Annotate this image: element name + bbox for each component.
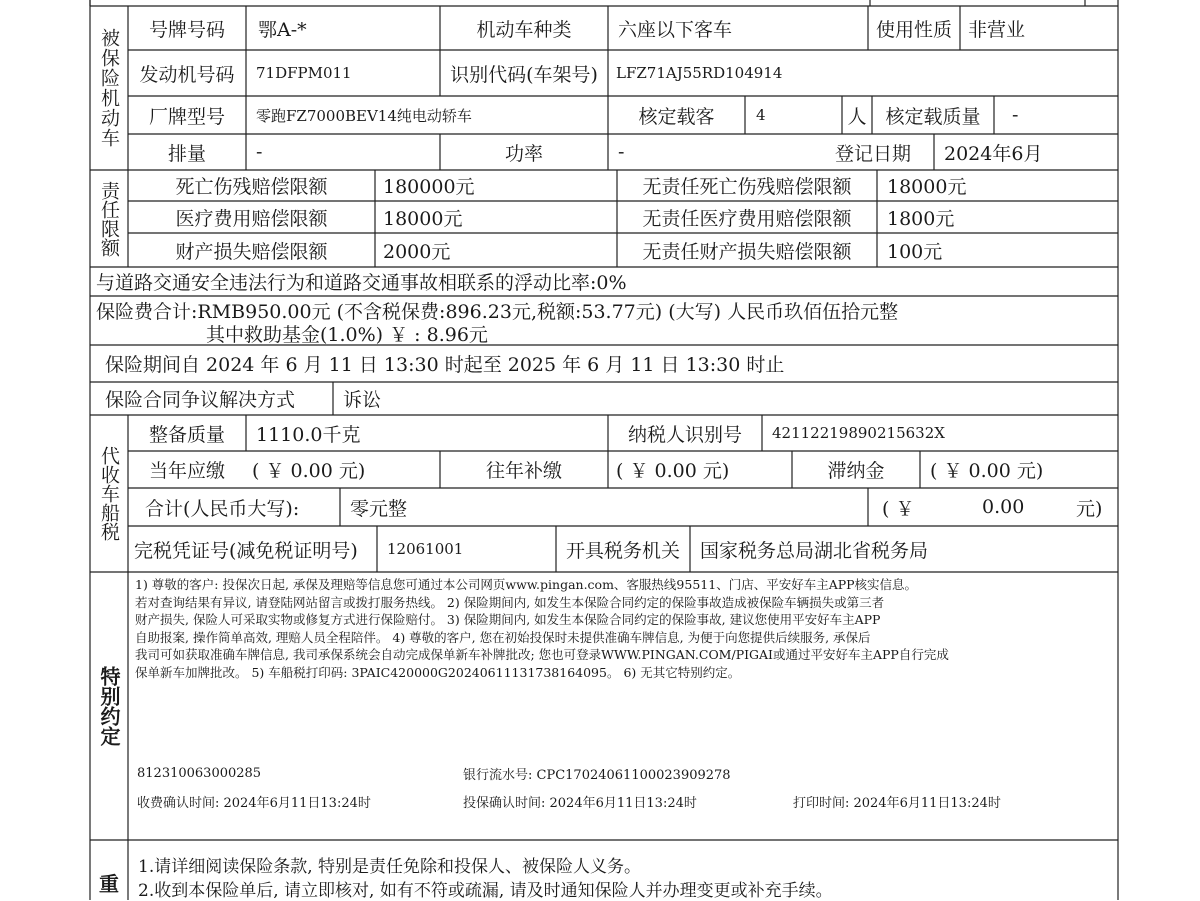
- displacement-label: 排量: [167, 142, 206, 165]
- policy-code: 812310063000285: [137, 765, 262, 781]
- rescue-fund: 其中救助基金(1.0%) ￥ : 8.96元: [206, 323, 488, 346]
- seats-label: 核定载客: [638, 105, 715, 128]
- tax-authority-value: 国家税务总局湖北省税务局: [700, 539, 929, 562]
- nofault-liability-value: 18000元: [887, 176, 967, 198]
- use-nature-label: 使用性质: [875, 18, 952, 41]
- power-label: 功率: [504, 142, 543, 165]
- plate-label: 号牌号码: [148, 18, 225, 41]
- special-term-line: 若对查询结果有异议, 请登陆网站留言或拨打服务热线。 2) 保险期间内, 如发生本保险合同约定的保险事故造成被保险车辆损失或第三者: [135, 594, 885, 610]
- late-fee-label: 滞纳金: [827, 460, 885, 482]
- vehicle-section-label: 被保险机动车: [98, 28, 120, 148]
- vehicle-type-value: 六座以下客车: [618, 18, 733, 41]
- liability-label: 死亡伤残赔偿限额: [175, 176, 328, 198]
- nofault-liability-label: 无责任医疗费用赔偿限额: [642, 207, 852, 230]
- past-year-tax-label: 往年补缴: [485, 460, 562, 482]
- special-term-line: 保单新车加牌批改。 5) 车船税打印码: 3PAIC420000G20240611131738164095。 6) 无其它特别约定。: [135, 664, 741, 680]
- liability-label: 财产损失赔偿限额: [175, 240, 328, 263]
- past-year-tax-value: ( ￥ 0.00 元): [616, 460, 730, 482]
- taxpayer-id-label: 纳税人识别号: [627, 423, 742, 446]
- liability-value: 2000元: [383, 240, 451, 263]
- model-label: 厂牌型号: [148, 105, 225, 128]
- premium-total: 保险费合计:RMB950.00元 (不含税保费:896.23元,税额:53.77元) (大写) 人民币玖佰伍拾元整: [96, 300, 899, 323]
- insurance-period: 保险期间自 2024 年 6 月 11 日 13:30 时起至 2025 年 6 月 11 日 13:30 时止: [105, 354, 785, 376]
- vehicle-type-label: 机动车种类: [476, 18, 572, 41]
- tax-total-number: 0.00: [982, 496, 1025, 518]
- use-nature-value: 非营业: [968, 18, 1026, 41]
- liability-section-label: 责任限额: [98, 180, 120, 257]
- special-term-line: 自助报案, 操作简单高效, 理赔人员全程陪伴。 4) 尊敬的客户, 您在初始投保时未提供准确车牌信息, 为便于向您提供后续服务, 承保后: [135, 629, 871, 645]
- tax-total-label: 合计(人民币大写):: [145, 497, 300, 520]
- tax-cert-value: 12061001: [387, 540, 464, 558]
- special-terms: [135, 576, 1120, 681]
- dispute-value: 诉讼: [343, 389, 382, 411]
- curb-weight-label: 整备质量: [148, 423, 225, 446]
- current-year-tax-value: ( ￥ 0.00 元): [252, 460, 366, 482]
- reg-date-value: 2024年6月: [944, 142, 1043, 165]
- nofault-liability-label: 无责任死亡伤残赔偿限额: [642, 176, 852, 198]
- curb-weight-value: 1110.0千克: [256, 423, 361, 446]
- tax-cert-label: 完税凭证号(减免税证明号): [134, 539, 358, 562]
- load-label: 核定载质量: [885, 105, 981, 128]
- reg-date-label: 登记日期: [835, 142, 912, 165]
- plate-value: 鄂A-*: [258, 18, 307, 41]
- engine-value: 71DFPM011: [256, 64, 352, 82]
- vin-label: 识别代码(车架号): [450, 63, 598, 86]
- floating-ratio: 与道路交通安全违法行为和道路交通事故相联系的浮动比率:0%: [96, 272, 627, 294]
- taxpayer-id-value: 42112219890215632X: [772, 424, 945, 442]
- special-term-line: 我司可如获取准确车牌信息, 我司承保系统会自动完成保单新车补牌批改; 您也可登录WWW.PINGAN.COM/PIGAI或通过平安好车主APP自行完成: [135, 647, 949, 662]
- special-term-line: 财产损失, 保险人可采取实物或修复方式进行保险赔付。 3) 保险期间内, 如发生本保险合同约定的保险事故, 建议您使用平安好车主APP: [135, 612, 881, 627]
- nofault-liability-value: 1800元: [887, 207, 955, 230]
- tax-section-label: 代收车船税: [98, 446, 120, 541]
- special-section-label: 特别约定: [97, 666, 121, 746]
- liability-value: 180000元: [383, 176, 475, 198]
- tax-total-open: ( ￥: [882, 497, 915, 520]
- bank-serial: 银行流水号: CPC17024061100023909278: [463, 767, 731, 783]
- power-value: -: [618, 141, 625, 163]
- load-value: -: [1012, 104, 1019, 126]
- engine-label: 发动机号码: [139, 63, 235, 86]
- nofault-liability-value: 100元: [887, 240, 943, 263]
- important-note: 1.请详细阅读保险条款, 特别是责任免除和投保人、被保险人义务。: [138, 857, 642, 877]
- special-term-line: 1) 尊敬的客户: 投保次日起, 承保及理赔等信息您可通过本公司网页www.pingan.com、客服热线95511、门店、平安好车主APP核实信息。: [135, 577, 918, 592]
- tax-total-words: 零元整: [350, 497, 408, 520]
- print-time: 打印时间: 2024年6月11日13:24时: [793, 795, 1001, 811]
- tax-total-close: 元): [1076, 497, 1103, 520]
- tax-authority-label: 开具税务机关: [565, 539, 680, 562]
- liability-value: 18000元: [383, 207, 463, 230]
- nofault-liability-label: 无责任财产损失赔偿限额: [642, 240, 852, 263]
- seats-unit: 人: [847, 105, 867, 128]
- vin-value: LFZ71AJ55RD104914: [616, 64, 783, 82]
- important-section-label: 重: [99, 872, 119, 896]
- current-year-tax-label: 当年应缴: [148, 460, 225, 482]
- model-value: 零跑FZ7000BEV14纯电动轿车: [256, 106, 472, 125]
- late-fee-value: ( ￥ 0.00 元): [930, 460, 1044, 482]
- liability-label: 医疗费用赔偿限额: [175, 207, 328, 230]
- dispute-label: 保险合同争议解决方式: [105, 389, 296, 411]
- seats-value: 4: [756, 106, 766, 124]
- fee-confirm-time: 收费确认时间: 2024年6月11日13:24时: [137, 795, 371, 811]
- important-note: 2.收到本保险单后, 请立即核对, 如有不符或疏漏, 请及时通知保险人并办理变更或补充手续。: [138, 881, 833, 901]
- apply-confirm-time: 投保确认时间: 2024年6月11日13:24时: [463, 795, 697, 811]
- displacement-value: -: [256, 141, 263, 163]
